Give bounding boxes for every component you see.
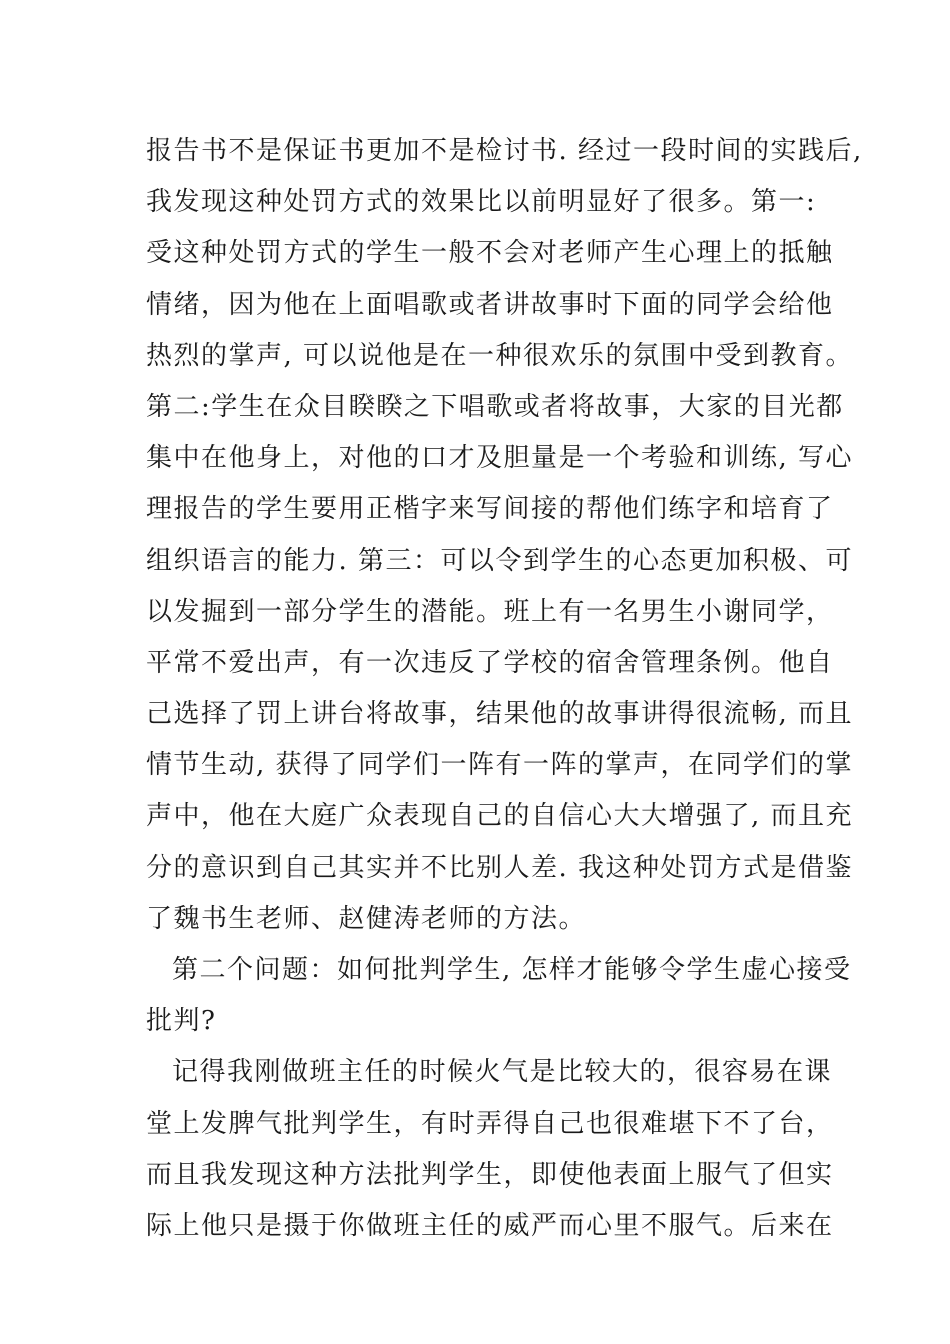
text-line: 际上他只是摄于你做班主任的威严而心里不服气。后来在 — [146, 1210, 834, 1241]
text-line: 而且我发现这种方法批判学生，即使他表面上服气了但实 — [146, 1159, 834, 1190]
text-line: 第二个问题：如何批判学生, 怎样才能够令学生虚心接受 — [172, 955, 852, 985]
text-line: 以发掘到一部分学生的潜能。班上有一名男生小谢同学， — [146, 596, 834, 627]
text-line: 分的意识到自己其实并不比别人差. 我这种处罚方式是借鉴 — [146, 852, 854, 883]
text-line: 第二:学生在众目睽睽之下唱歌或者将故事，大家的目光都 — [146, 391, 844, 422]
text-line: 报告书不是保证书更加不是检讨书. 经过一段时间的实践后, — [146, 136, 863, 166]
text-line: 平常不爱出声，有一次违反了学校的宿舍管理条例。他自 — [146, 647, 834, 678]
text-line: 堂上发脾气批判学生，有时弄得自己也很难堪下不了台， — [146, 1108, 834, 1139]
text-line: 我发现这种处罚方式的效果比以前明显好了很多。第一: — [146, 187, 817, 218]
text-line: 集中在他身上，对他的口才及胆量是一个考验和训练, 写心 — [146, 443, 854, 474]
text-line: 记得我刚做班主任的时候火气是比较大的，很容易在课 — [172, 1057, 833, 1088]
text-line: 批判? — [146, 1006, 217, 1037]
text-line: 声中，他在大庭广众表现自己的自信心大大增强了, 而且充 — [146, 801, 854, 832]
text-line: 己选择了罚上讲台将故事，结果他的故事讲得很流畅, 而且 — [146, 699, 854, 730]
text-line: 情绪，因为他在上面唱歌或者讲故事时下面的同学会给他 — [146, 289, 834, 320]
text-line: 组织语言的能力. 第三：可以令到学生的心态更加积极、可 — [146, 545, 854, 576]
text-line: 了魏书生老师、赵健涛老师的方法。 — [146, 903, 587, 934]
text-line: 热烈的掌声, 可以说他是在一种很欢乐的氛围中受到教育。 — [146, 340, 854, 371]
body-text — [146, 126, 863, 1252]
text-line: 受这种处罚方式的学生一般不会对老师产生心理上的抵触 — [146, 238, 834, 269]
text-line: 理报告的学生要用正楷字来写间接的帮他们练字和培育了 — [146, 494, 834, 525]
text-line: 情节生动, 获得了同学们一阵有一阵的掌声，在同学们的掌 — [146, 750, 854, 781]
